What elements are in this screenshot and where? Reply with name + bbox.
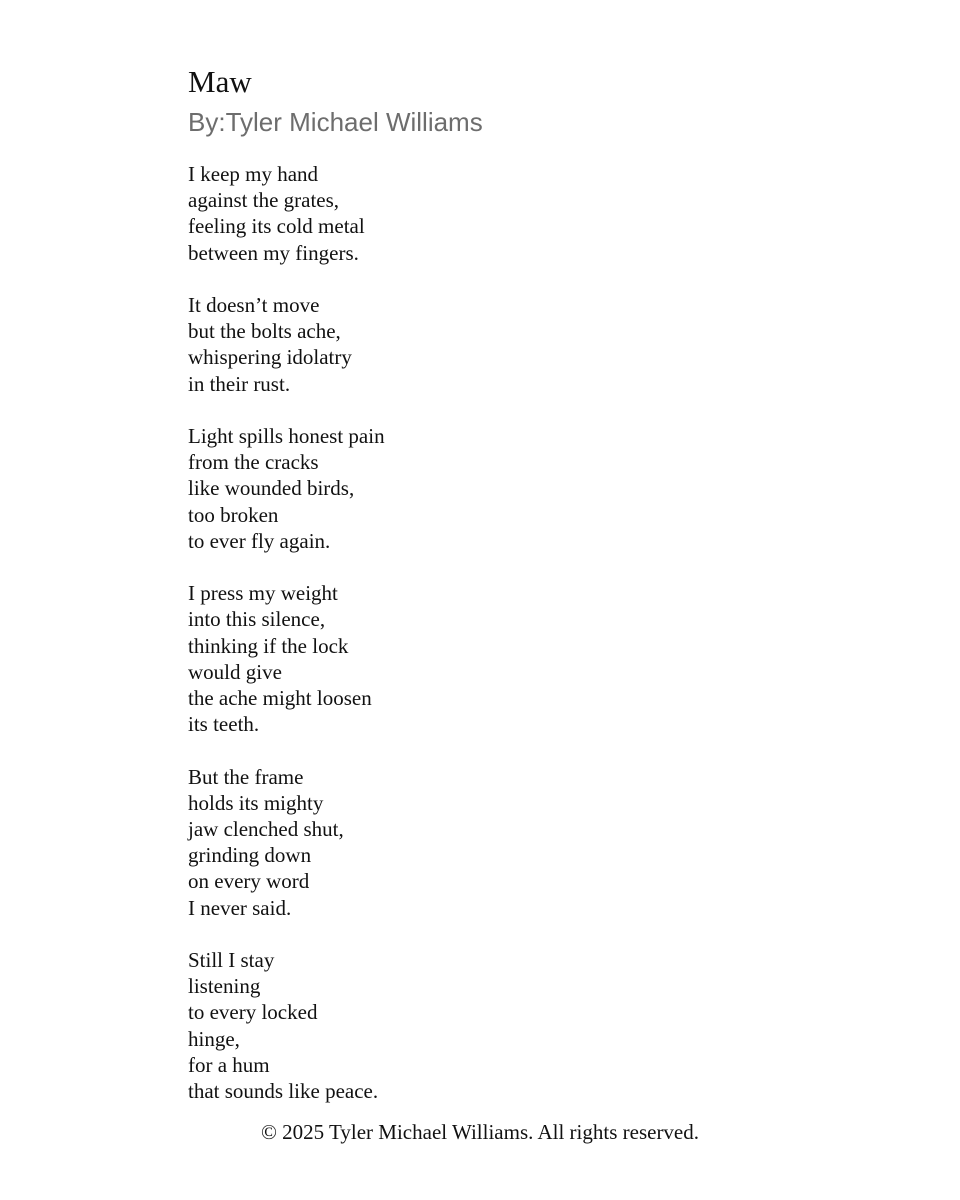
poem-body	[188, 161, 385, 1104]
poem-line: I press my weight	[188, 581, 338, 606]
poem-title: Maw	[188, 64, 252, 99]
poem-line: thinking if the lock	[188, 633, 349, 658]
stanza-1	[188, 161, 385, 266]
poem-line: for a hum	[188, 1052, 270, 1077]
poem-line: its teeth.	[188, 712, 260, 737]
stanza-4	[188, 580, 385, 737]
poem-line: hinge,	[188, 1026, 240, 1051]
poem-line: holds its mighty	[188, 790, 324, 815]
poem-line: But the frame	[188, 764, 304, 789]
poem-line: that sounds like peace.	[188, 1079, 379, 1104]
copyright-notice: © 2025 Tyler Michael Williams. All rights reserved.	[260, 1120, 700, 1144]
poem-line: in their rust.	[188, 371, 291, 396]
poem-line: against the grates,	[188, 188, 340, 213]
poem-line: whispering idolatry	[188, 345, 352, 370]
poem-line: I never said.	[188, 895, 292, 920]
poem-byline: By:Tyler Michael Williams	[188, 107, 483, 137]
poem-line: on every word	[188, 869, 310, 894]
poem-line: grinding down	[188, 843, 312, 868]
poem-line: would give	[188, 659, 282, 684]
stanza-6	[188, 947, 385, 1104]
stanza-2	[188, 292, 385, 397]
poem-line: between my fingers.	[188, 240, 359, 265]
poem-line: to every locked	[188, 1000, 318, 1025]
poem-line: jaw clenched shut,	[188, 817, 344, 842]
poem-line: I keep my hand	[188, 162, 319, 186]
poem-line: to ever fly again.	[188, 528, 331, 553]
stanza-3	[188, 423, 385, 554]
poem-line: from the cracks	[188, 450, 319, 475]
poem-line: into this silence,	[188, 607, 326, 632]
poem-line: Light spills honest pain	[188, 424, 385, 448]
poem-line: It doesn’t move	[188, 293, 320, 317]
poem-line: like wounded birds,	[188, 476, 355, 501]
stanza-5	[188, 764, 385, 921]
poem-line: Still I stay	[188, 948, 275, 973]
poem-line: but the bolts ache,	[188, 319, 341, 344]
poem-line: the ache might loosen	[188, 686, 372, 711]
poem-line: feeling its cold metal	[188, 214, 365, 239]
poem-line: listening	[188, 974, 261, 999]
poem-line: too broken	[188, 502, 279, 527]
